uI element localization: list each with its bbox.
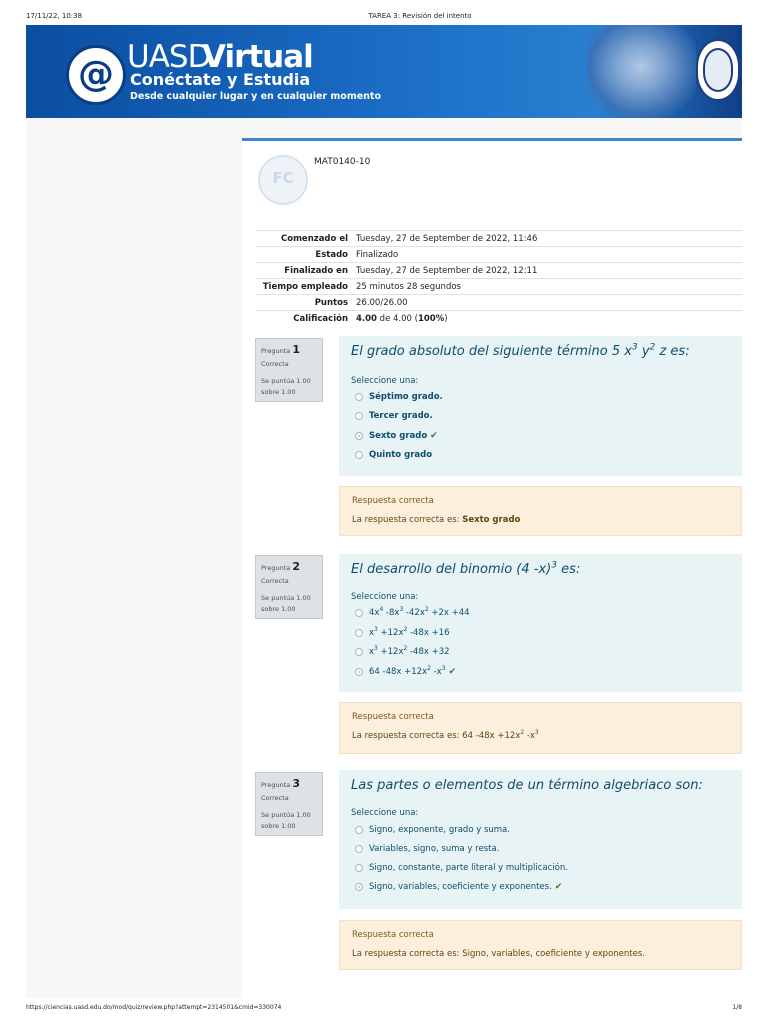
site-banner[interactable] (26, 25, 742, 118)
radio-button[interactable] (355, 648, 363, 656)
question-mark: Se puntúa 1.00 sobre 1.00 (261, 811, 311, 830)
radio-button[interactable] (355, 412, 363, 420)
exponent: 3 (374, 645, 378, 653)
feedback-title: Respuesta correcta (352, 712, 434, 722)
radio-button[interactable] (355, 845, 363, 853)
feedback-prefix: La respuesta correcta es: (352, 949, 463, 959)
feedback-prefix: La respuesta correcta es: (352, 515, 463, 525)
statue-image (586, 25, 696, 118)
feedback-answer (352, 731, 539, 741)
radio-button[interactable] (355, 864, 363, 872)
answer-option[interactable] (355, 608, 470, 618)
prompt-part: z es: (655, 344, 690, 359)
summary-key: Puntos (256, 295, 352, 311)
summary-value: 26.00/26.00 (352, 295, 742, 311)
feedback-answer-value: Sexto grado (462, 515, 521, 525)
print-title: TAREA 3: Revisión del intento (368, 12, 472, 20)
exponent: 4 (379, 606, 384, 614)
summary-value (352, 311, 742, 327)
print-footer (0, 1000, 768, 1024)
radio-button-selected[interactable] (355, 668, 363, 676)
brand-uasd: UASD (127, 39, 211, 75)
summary-key: Estado (256, 247, 352, 263)
print-header (0, 0, 768, 25)
radio-button-selected[interactable] (355, 432, 363, 440)
summary-row (256, 311, 742, 327)
grade-mid: de 4.00 ( (376, 313, 418, 324)
question-prompt: Las partes o elementos de un término algebriaco son: (351, 778, 703, 793)
question-number (261, 343, 317, 356)
question-label: Pregunta (261, 781, 291, 789)
term: -48x +16 (407, 628, 450, 638)
left-sidebar-space (26, 118, 242, 998)
course-header (242, 138, 742, 220)
print-page-number: 1/8 (732, 1004, 742, 1011)
brand-subtitle: Conéctate y Estudia (130, 70, 311, 89)
term: -8x (383, 608, 400, 618)
term: x (369, 647, 375, 657)
question-info-1 (255, 338, 323, 402)
question-number-value: 1 (292, 343, 300, 356)
print-date: 17/11/22, 10:38 (26, 12, 83, 20)
feedback-title: Respuesta correcta (352, 930, 434, 940)
answer-option[interactable] (355, 825, 510, 835)
grade-percent: 100% (417, 313, 445, 324)
radio-button[interactable] (355, 451, 363, 459)
exponent: 2 (424, 606, 429, 614)
feedback-2 (339, 702, 742, 754)
term: -48x +32 (407, 647, 450, 657)
option-label: Signo, exponente, grado y suma. (369, 825, 510, 835)
question-body-1 (339, 336, 742, 476)
check-mark-icon: ✔ (430, 431, 438, 441)
university-seal-icon (696, 39, 740, 101)
summary-row (256, 231, 742, 247)
radio-button[interactable] (355, 609, 363, 617)
prompt-part: es: (557, 562, 581, 577)
feedback-answer-value: Signo, variables, coeficiente y exponentes. (462, 949, 645, 959)
summary-value: 25 minutos 28 segundos (352, 279, 742, 295)
print-url[interactable]: https://ciencias.uasd.edu.do/mod/quiz/review.php?attempt=2314501&cmid=330074 (26, 1004, 282, 1011)
select-label: Seleccione una: (351, 592, 419, 602)
select-label: Seleccione una: (351, 376, 419, 386)
summary-key: Finalizado en (256, 263, 352, 279)
grade-end: ) (444, 313, 448, 324)
question-number-value: 2 (292, 560, 300, 573)
exponent: 2 (427, 665, 431, 673)
question-status: Correcta (261, 577, 289, 585)
brand-tagline: Desde cualquier lugar y en cualquier momento (130, 91, 382, 102)
option-label (369, 628, 450, 638)
feedback-3 (339, 920, 742, 970)
question-info-3 (255, 772, 323, 836)
option-label (369, 647, 450, 657)
question-status: Correcta (261, 794, 289, 802)
answer-option[interactable] (355, 450, 432, 460)
term: x (369, 628, 375, 638)
term: -x (430, 667, 442, 677)
option-label: Sexto grado (369, 431, 428, 441)
option-label: Signo, constante, parte literal y multiplicación. (369, 863, 568, 873)
option-label: Tercer grado. (369, 411, 433, 421)
exponent: 2 (649, 342, 656, 353)
question-prompt (351, 562, 580, 577)
summary-row (256, 279, 742, 295)
exponent: 3 (551, 560, 558, 571)
summary-value: Tuesday, 27 de September de 2022, 11:46 (352, 231, 742, 247)
answer-option[interactable] (355, 647, 450, 657)
answer-option-selected[interactable] (355, 667, 456, 677)
answer-option[interactable] (355, 392, 443, 402)
feedback-prefix: La respuesta correcta es: (352, 731, 463, 741)
question-prompt (351, 344, 690, 359)
summary-key: Calificación (256, 311, 352, 327)
summary-value: Finalizado (352, 247, 742, 263)
question-number-value: 3 (292, 777, 300, 790)
summary-row (256, 247, 742, 263)
option-label (369, 667, 445, 677)
radio-button[interactable] (355, 826, 363, 834)
term: 64 -48x +12x (462, 731, 521, 741)
exponent: 3 (399, 606, 404, 614)
attempt-summary-table (256, 230, 742, 327)
prompt-part: El desarrollo del binomio (4 -x) (351, 562, 552, 577)
radio-button[interactable] (355, 629, 363, 637)
option-label: Signo, variables, coeficiente y exponentes. (369, 882, 552, 892)
feedback-1 (339, 486, 742, 536)
exponent: 3 (374, 626, 378, 634)
top-strip (242, 118, 742, 138)
summary-key: Comenzado el (256, 231, 352, 247)
summary-row (256, 263, 742, 279)
term: +2x +44 (428, 608, 470, 618)
question-label: Pregunta (261, 347, 291, 355)
feedback-answer (352, 515, 520, 525)
select-label: Seleccione una: (351, 808, 419, 818)
radio-button-selected[interactable] (355, 883, 363, 891)
answer-option[interactable] (355, 411, 433, 421)
question-body-3 (339, 770, 742, 909)
term: +12x (377, 647, 404, 657)
term: +12x (377, 628, 404, 638)
option-label: Quinto grado (369, 450, 433, 460)
exponent: 3 (534, 729, 539, 737)
feedback-answer (352, 949, 645, 959)
check-mark-icon: ✔ (448, 667, 457, 677)
question-number (261, 560, 317, 573)
answer-option[interactable] (355, 628, 450, 638)
radio-button[interactable] (355, 393, 363, 401)
term: 64 -48x +12x (369, 667, 428, 677)
course-logo-text: FC (272, 169, 294, 187)
exponent: 2 (403, 626, 408, 634)
question-mark: Se puntúa 1.00 sobre 1.00 (261, 594, 311, 613)
exponent: 2 (520, 729, 525, 737)
question-mark: Se puntúa 1.00 sobre 1.00 (261, 377, 311, 396)
term: -42x (403, 608, 425, 618)
answer-option[interactable] (355, 844, 499, 854)
question-number (261, 777, 317, 790)
option-label: Séptimo grado. (369, 392, 443, 402)
check-mark-icon: ✔ (554, 882, 563, 892)
brand-virtual: Virtual (202, 39, 313, 75)
course-logo-icon (258, 155, 308, 205)
summary-value: Tuesday, 27 de September de 2022, 12:11 (352, 263, 742, 279)
course-code[interactable]: MAT0140-10 (314, 157, 371, 167)
term: -x (524, 731, 535, 741)
question-info-2 (255, 555, 323, 619)
answer-option[interactable] (355, 863, 568, 873)
prompt-part: El grado absoluto del siguiente término 5 x (351, 344, 632, 359)
term: 4x (369, 608, 380, 618)
exponent: 3 (441, 665, 446, 673)
answer-option-selected[interactable] (355, 431, 438, 441)
summary-row (256, 295, 742, 311)
prompt-part: y (637, 344, 650, 359)
question-label: Pregunta (261, 564, 291, 572)
answer-option-selected[interactable] (355, 882, 562, 892)
question-status: Correcta (261, 360, 289, 368)
option-label (369, 608, 470, 618)
summary-key: Tiempo empleado (256, 279, 352, 295)
option-label: Variables, signo, suma y resta. (369, 844, 500, 854)
at-sign-hand-icon: @ (66, 45, 126, 105)
grade-score: 4.00 (356, 313, 377, 324)
feedback-title: Respuesta correcta (352, 496, 434, 506)
exponent: 3 (631, 342, 638, 353)
question-body-2 (339, 554, 742, 692)
exponent: 2 (403, 645, 408, 653)
